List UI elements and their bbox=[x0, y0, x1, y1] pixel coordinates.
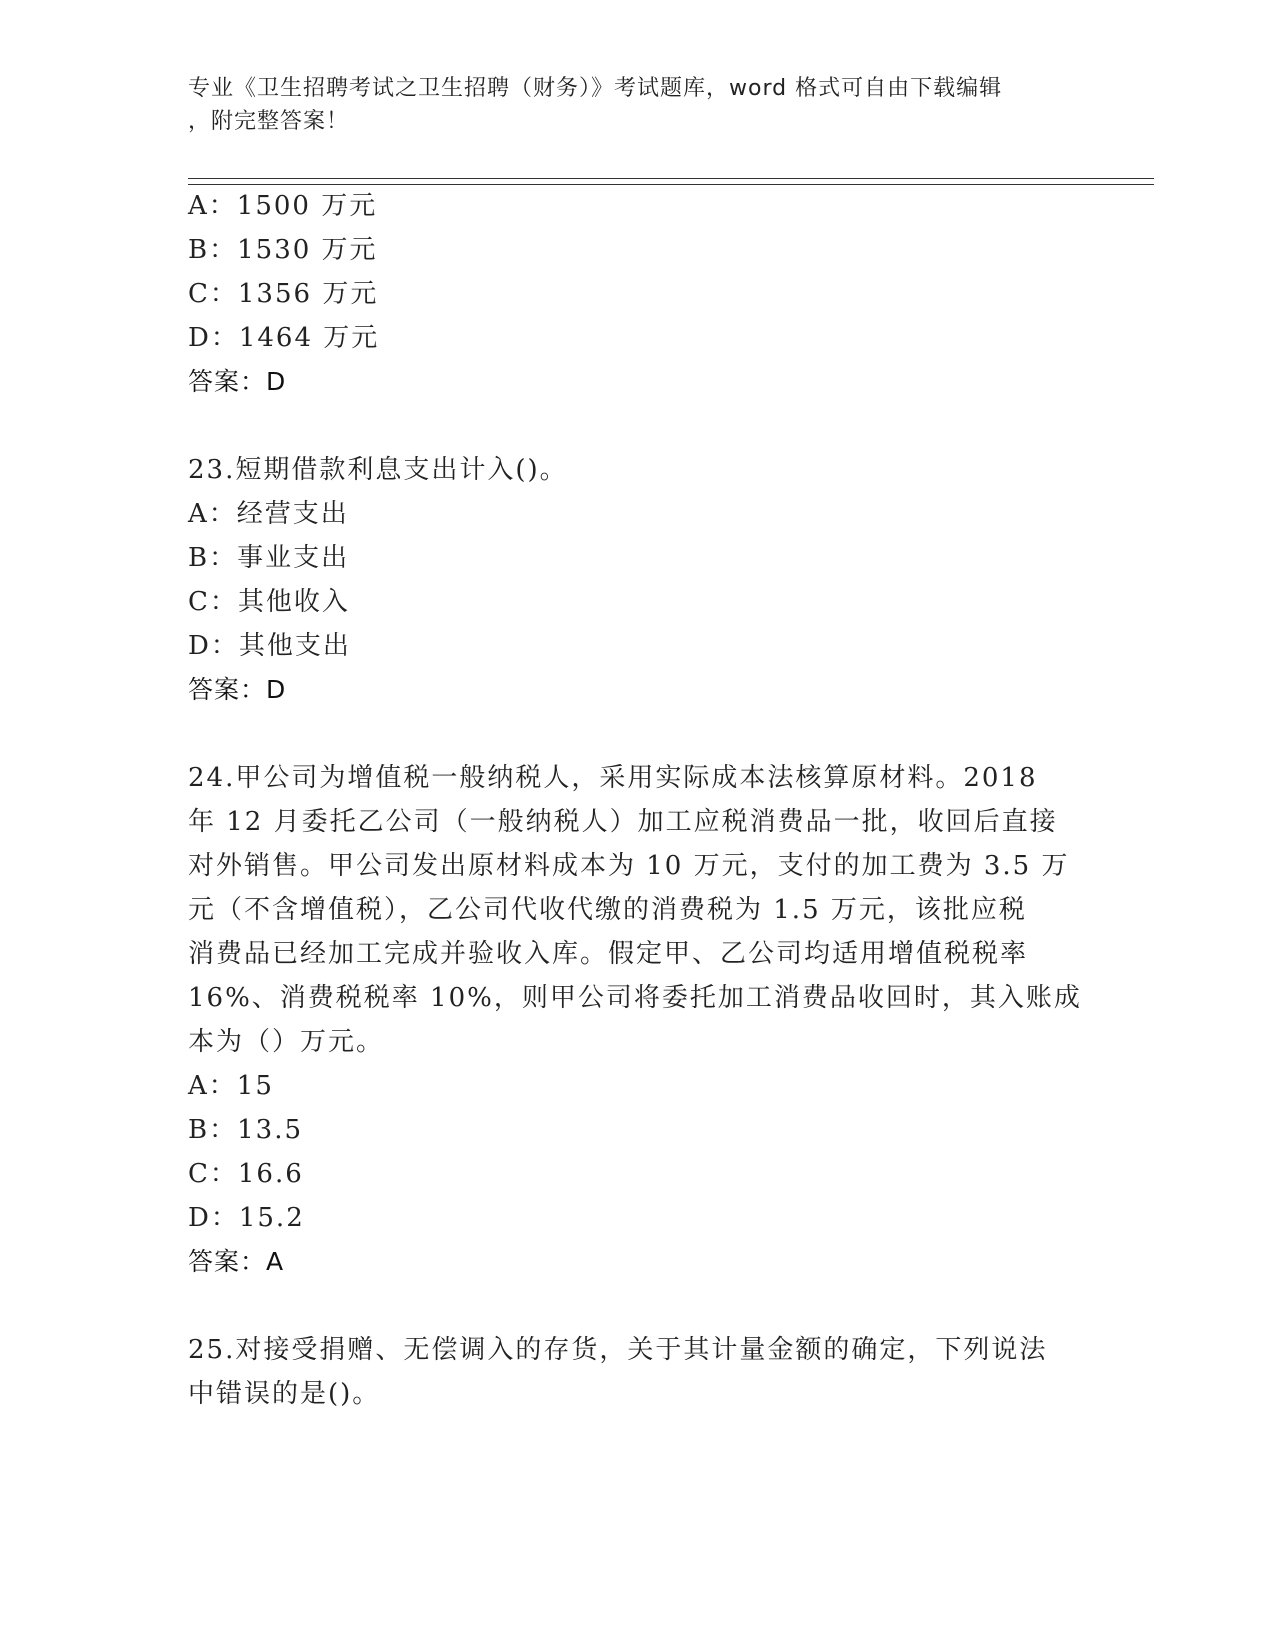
header-divider-second bbox=[188, 184, 1154, 185]
q22-answer: 答案：D bbox=[188, 367, 287, 396]
q22-option-c: C：1356 万元 bbox=[188, 279, 379, 309]
q24-question-line-6: 16%、消费税税率 10%，则甲公司将委托加工消费品收回时，其入账成 bbox=[188, 983, 1082, 1013]
q24-question-line-3: 对外销售。甲公司发出原材料成本为 10 万元，支付的加工费为 3.5 万 bbox=[188, 851, 1070, 881]
q24-question-line-2: 年 12 月委托乙公司（一般纳税人）加工应税消费品一批，收回后直接 bbox=[188, 807, 1058, 837]
document-header bbox=[188, 72, 1088, 138]
q24-question-line-5: 消费品已经加工完成并验收入库。假定甲、乙公司均适用增值税税率 bbox=[188, 939, 1029, 969]
q22-option-b: B：1530 万元 bbox=[188, 235, 378, 265]
q24-question-line-4: 元（不含增值税），乙公司代收代缴的消费税为 1.5 万元，该批应税 bbox=[188, 895, 1027, 925]
q23-option-a: A：经营支出 bbox=[188, 499, 349, 529]
q24-option-a: A：15 bbox=[188, 1071, 274, 1101]
q24-question-line-1: 24.甲公司为增值税一般纳税人，采用实际成本法核算原材料。2018 bbox=[188, 763, 1038, 793]
q22-option-a: A：1500 万元 bbox=[188, 191, 378, 221]
q23-option-b: B：事业支出 bbox=[188, 543, 350, 573]
q25-question-line-1: 25.对接受捐赠、无偿调入的存货，关于其计量金额的确定，下列说法 bbox=[188, 1335, 1048, 1365]
q24-question-line-7: 本为（）万元。 bbox=[188, 1027, 385, 1057]
q25-question-line-2: 中错误的是()。 bbox=[188, 1379, 381, 1409]
header-divider bbox=[188, 178, 1154, 179]
q24-answer: 答案：A bbox=[188, 1247, 285, 1276]
header-line-2: ，附完整答案！ bbox=[188, 109, 350, 134]
q23-question: 23.短期借款利息支出计入()。 bbox=[188, 455, 568, 485]
q24-option-b: B：13.5 bbox=[188, 1115, 303, 1145]
q24-option-d: D：15.2 bbox=[188, 1203, 305, 1233]
q23-answer: 答案：D bbox=[188, 675, 287, 704]
q22-option-d: D：1464 万元 bbox=[188, 323, 380, 353]
header-line-1: 专业《卫生招聘考试之卫生招聘（财务）》考试题库，word 格式可自由下载编辑 bbox=[188, 76, 1003, 101]
q24-option-c: C：16.6 bbox=[188, 1159, 304, 1189]
q23-option-d: D：其他支出 bbox=[188, 631, 351, 661]
q23-option-c: C：其他收入 bbox=[188, 587, 350, 617]
